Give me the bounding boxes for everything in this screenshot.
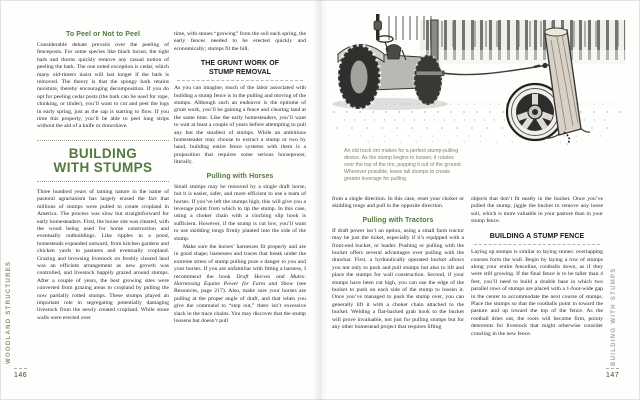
right-page-column-1	[332, 196, 464, 332]
right-page-column-2	[471, 196, 603, 338]
subheading-pulling-with-tractors: Pulling with Tractors	[362, 216, 434, 224]
illustration-caption: An old truck rim makes for a perfect stump-pulling device. As the stump begins to loosen, it rotates over the top of the rim, popping it out of the ground. Wherever possible, leave tall stumps to create greater leverage for pulling.	[344, 148, 462, 182]
right-page-edge-label: BUILDING WITH STUMPS	[611, 267, 617, 366]
paragraph: If draft power isn’t an option, using a small farm tractor may be just the ticket, especially if it’s equipped with a front-end bucket, or loader. Pushing or pulling with the bucket offers several advantages over pulling with the drawbar. First, a hydraulically operated bucket allows you not only to push and pull stumps but also to lift and place the stumps for wall construction. Second, if your stumps have been cut high, you can use the edge of the bucket to push on each side of the stump to loosen it. Once you’ve managed to push the stump over, you can generally lift it with a choker chain attached to the bucket. Welding a flat-backed grab hook to the bucket will prove invaluable, not just for pulling stumps but for any other homestead project that requires lifting	[332, 227, 464, 331]
paragraph	[174, 244, 306, 325]
paragraph-text: Make sure the horses’ harnesses fit properly and are in good shape; harnesses and traces that break under the extreme stress of stump pulling pose a danger to you and your horses. If you are unfamiliar with fitting a harness, I recommend the book	[174, 243, 306, 280]
book-spine-shadow	[312, 0, 328, 400]
section-heading-line1: THE GRUNT WORK OF	[200, 60, 280, 68]
dashed-rule	[474, 244, 600, 245]
chapter-heading-line2: WITH STUMPS	[53, 159, 153, 175]
drawbar	[416, 71, 444, 76]
paragraph: time, with stones “growing” from the soil each spring, the early fences needed to be erected quickly and economically; stumps fit the bill.	[174, 31, 306, 52]
paragraph: Laying up stumps is similar to laying stones: overlapping courses form the wall. Begin by laying a row of stumps along your entire fenceline, rootballs down, as if they were still growing. If the final fence is to be taller than 4 feet, you’ll need to build a double base in which two parallel rows of stumps are placed with a 1-foot-wide gap in the center to accommodate the next course of stumps. Place the stumps so that the rootballs point in toward the pasture and up toward the top of the fence. As the rootball dries out, the roots will become firm, pointy deterrents for livestock that might otherwise consider crawling in the new fence.	[471, 249, 603, 337]
muffler	[374, 21, 382, 30]
left-page-number: 146	[14, 368, 27, 379]
left-page-column-2	[174, 31, 306, 325]
left-page-edge-label: WOODLAND STRUCTURES	[6, 260, 12, 364]
section-heading-line2: STUMP REMOVAL	[208, 68, 272, 76]
tractor-seat	[386, 45, 401, 60]
tow-cable	[442, 63, 549, 75]
paragraph-text: (see Resources, page 217). Also, make sure your horses are pulling at the proper angle of draft, and that when you give the command to “step out,” there isn’t excessive slack in the trace chains. You may discover that the stump loosens but doesn’t pull	[174, 280, 307, 324]
clevis-hook	[542, 63, 547, 68]
subheading-pulling-with-horses: Pulling with Horses	[206, 172, 274, 180]
left-page-column-1	[37, 31, 169, 322]
section-heading-to-peel: To Peel or Not to Peel	[65, 31, 141, 38]
chapter-heading-line1: BUILDING	[68, 145, 138, 161]
paragraph: Considerable debate prevails over the peeling of fenceposts. For some species like black locust, the tight bark and thorns quickly remove any casual notion of peeling the bark. The one noted exception is cedar, which many old-timers insist will last longer if the bark is removed. The theory is that the spongy bark retains moisture, thereby encouraging decomposition. If you do opt for peeling cedar posts (the bark can be used for rope, chinking, or tinder), you’ll want to cut and peel the logs in early spring, just as the sap is starting to flow. If you time this properly, you’ll be able to peel long strips without the aid of a knife or drawshave.	[37, 42, 169, 130]
paragraph: Three hundred years of taming nature in the name of pastoral agrarianism has largely erased the fact that millions of stumps were pulled to create cropland in America. The process was slow but straightforward for early homesteaders. First, the house site was cleared, with the wood being used for home construction and eventually outbuildings. Like ripples in a pond, homesteads expanded outward, from kitchen gardens and chicken yards to pastures and eventually cropland. Grazing and browsing livestock on freshly cleared land was an efficient arrangement as new growth was controlled, and livestock happily grazed around stumps. After a couple of years, the best growing sites were converted from grazing areas to cropland by pulling the now partially rotted stumps. These stumps played an important role in segregating potentially damaging livestock from the newly created cropland. While stone walls were erected over	[37, 188, 169, 321]
paragraph: Small stumps may be removed by a single draft horse, but it is easier, safer, and more efficient to use a team of horses. If you’ve left the stumps high, this will give you a leverage point from which to tip the stump. In this case, using a choker chain with a cinching slip hook is sufficient. However, if the stump is cut low, you’ll want to use skidding tongs firmly planted into the side of the stump.	[174, 183, 306, 242]
stump-pulling-illustration	[328, 8, 628, 146]
dashed-rule	[177, 80, 303, 81]
paragraph: from a single direction. In this case, reset your choker or skidding tongs and pull in the opposite direction.	[332, 196, 464, 210]
paragraph: As you can imagine, much of the labor associated with building a stump fence is in the pulling and moving of the stumps. Although such an endeavor is the epitome of grunt work, you’ll be gaining a fence and clearing land at the same time. Like the early homesteaders, you’ll want to wait at least a couple of years before attempting to pull any but the smallest of stumps. While an ambitious homesteader may choose to extract a stump or two by hand, building entire fence systems with them is a proposition that requires some serious horsepower, literally.	[174, 85, 306, 166]
section-heading-grunt-work	[174, 60, 306, 77]
section-heading-building-a-stump-fence: BUILDING A STUMP FENCE	[489, 232, 585, 240]
paragraph: objects that don’t fit neatly in the bucket. Once you’ve pulled the stump, jiggle the bucket to remove any loose soil, which is more valuable in your pasture than in your stump fence.	[471, 196, 603, 225]
book-title-italic: Draft Horses and Mules: Harnessing Equine Power for Farm and Show	[174, 273, 306, 287]
chapter-heading-building-with-stumps	[37, 140, 169, 182]
right-page-number: 147	[606, 368, 619, 379]
